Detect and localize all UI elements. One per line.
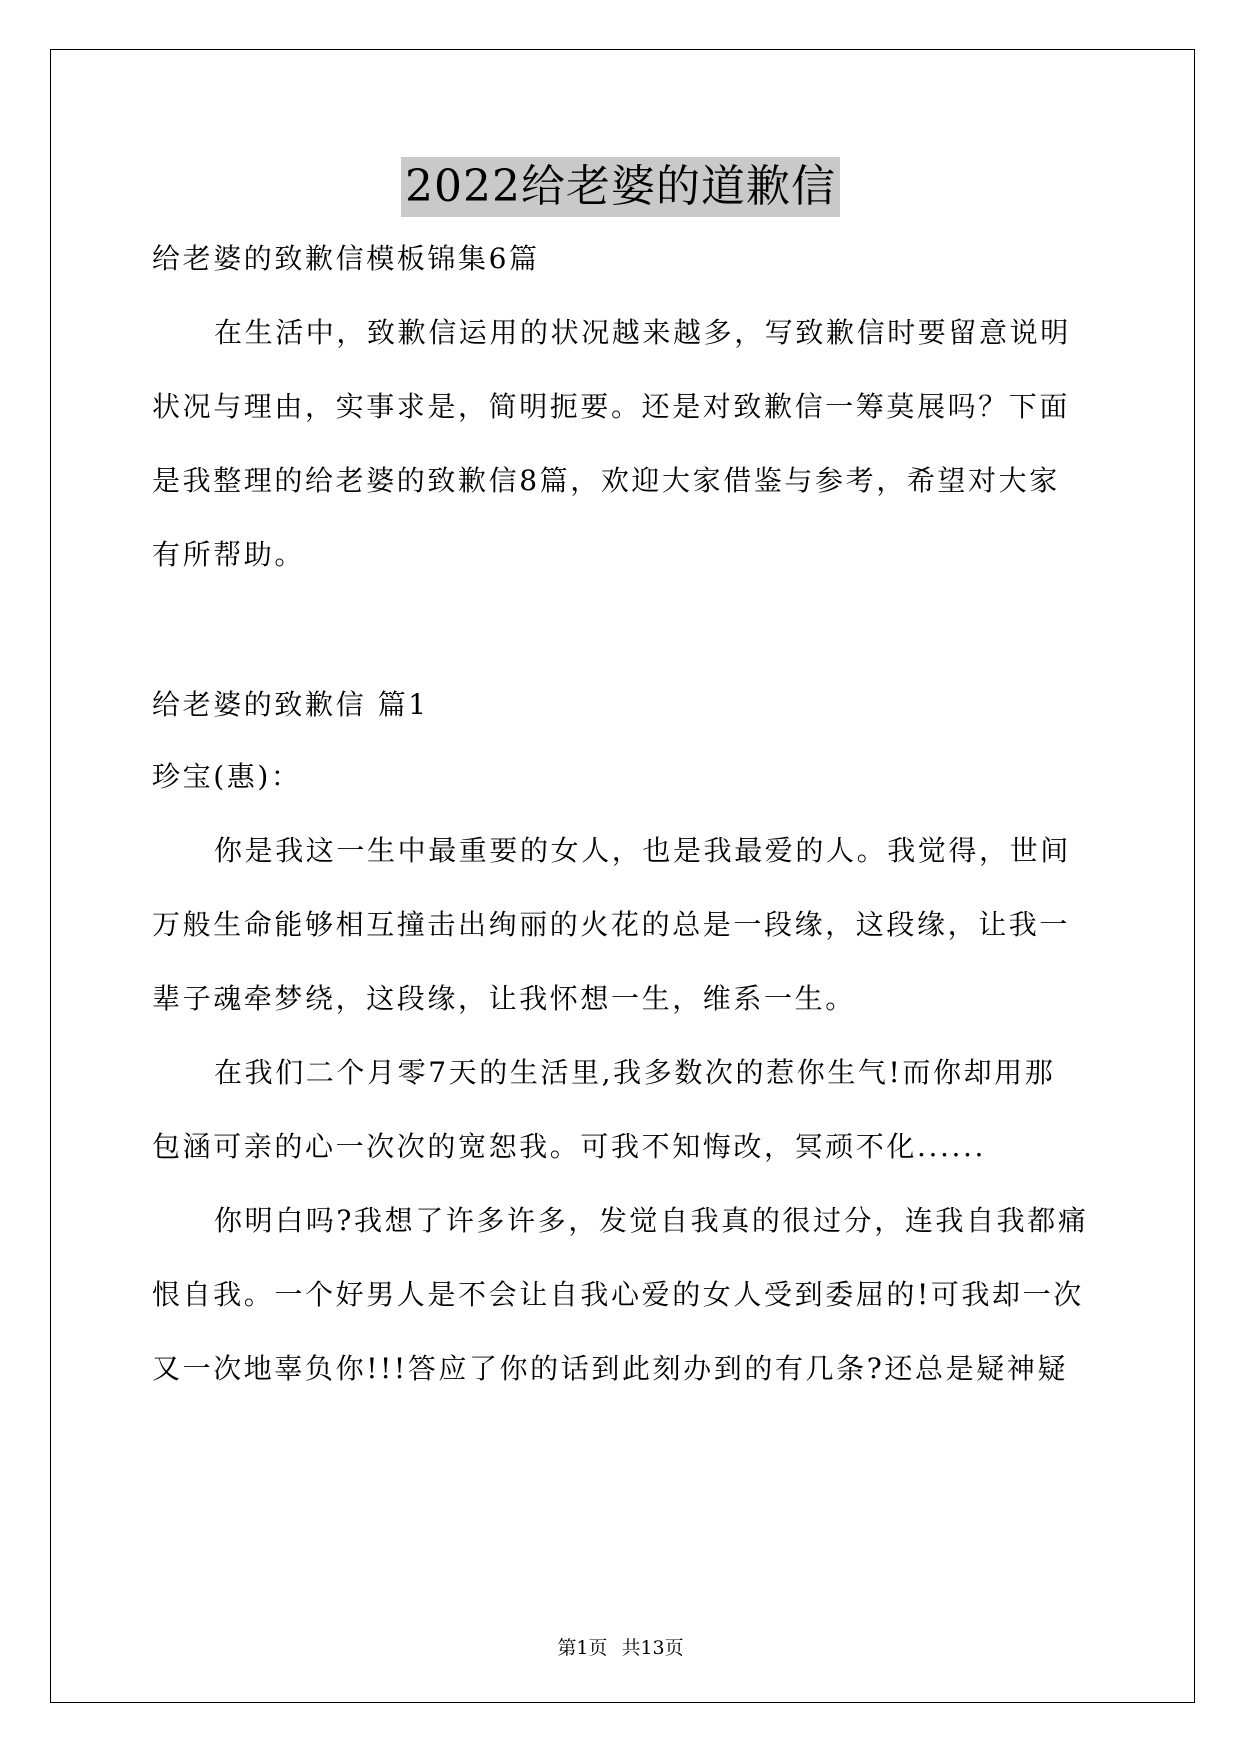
document-subtitle: 给老婆的致歉信模板锦集6篇: [152, 242, 540, 275]
para3-line-1: 你明白吗?我想了许多许多，发觉自我真的很过分，连我自我都痛: [214, 1204, 1089, 1237]
salutation: 珍宝(惠)：: [152, 760, 302, 793]
para3-line-2: 恨自我。一个好男人是不会让自我心爱的女人受到委屈的!可我却一次: [152, 1278, 1084, 1311]
current-page-label: 第1页: [557, 1637, 608, 1659]
intro-line-4: 有所帮助。: [152, 538, 306, 571]
total-pages-label: 共13页: [621, 1637, 684, 1659]
title-wrap: [0, 157, 1241, 217]
intro-line-2: 状况与理由，实事求是，简明扼要。还是对致歉信一筹莫展吗？下面: [152, 390, 1071, 423]
para2-line-2: 包涵可亲的心一次次的宽恕我。可我不知悔改，冥顽不化......: [152, 1130, 987, 1163]
para1-line-2: 万般生命能够相互撞击出绚丽的火花的总是一段缘，这段缘，让我一: [152, 908, 1071, 941]
document-title: 2022给老婆的道歉信: [401, 157, 840, 217]
para2-line-1: 在我们二个月零7天的生活里,我多数次的惹你生气!而你却用那: [214, 1056, 1056, 1089]
intro-line-1: 在生活中，致歉信运用的状况越来越多，写致歉信时要留意说明: [214, 316, 1071, 349]
page-border: [50, 49, 1195, 1703]
intro-line-3: 是我整理的给老婆的致歉信8篇，欢迎大家借鉴与参考，希望对大家: [152, 464, 1060, 497]
para3-line-3: 又一次地辜负你!!!答应了你的话到此刻办到的有几条?还总是疑神疑: [152, 1352, 1068, 1385]
para1-line-3: 辈子魂牵梦绕，这段缘，让我怀想一生，维系一生。: [152, 982, 856, 1015]
para1-line-1: 你是我这一生中最重要的女人，也是我最爱的人。我觉得，世间: [214, 834, 1071, 867]
page-footer: [0, 1633, 1241, 1660]
section-heading: 给老婆的致歉信 篇1: [152, 688, 429, 721]
